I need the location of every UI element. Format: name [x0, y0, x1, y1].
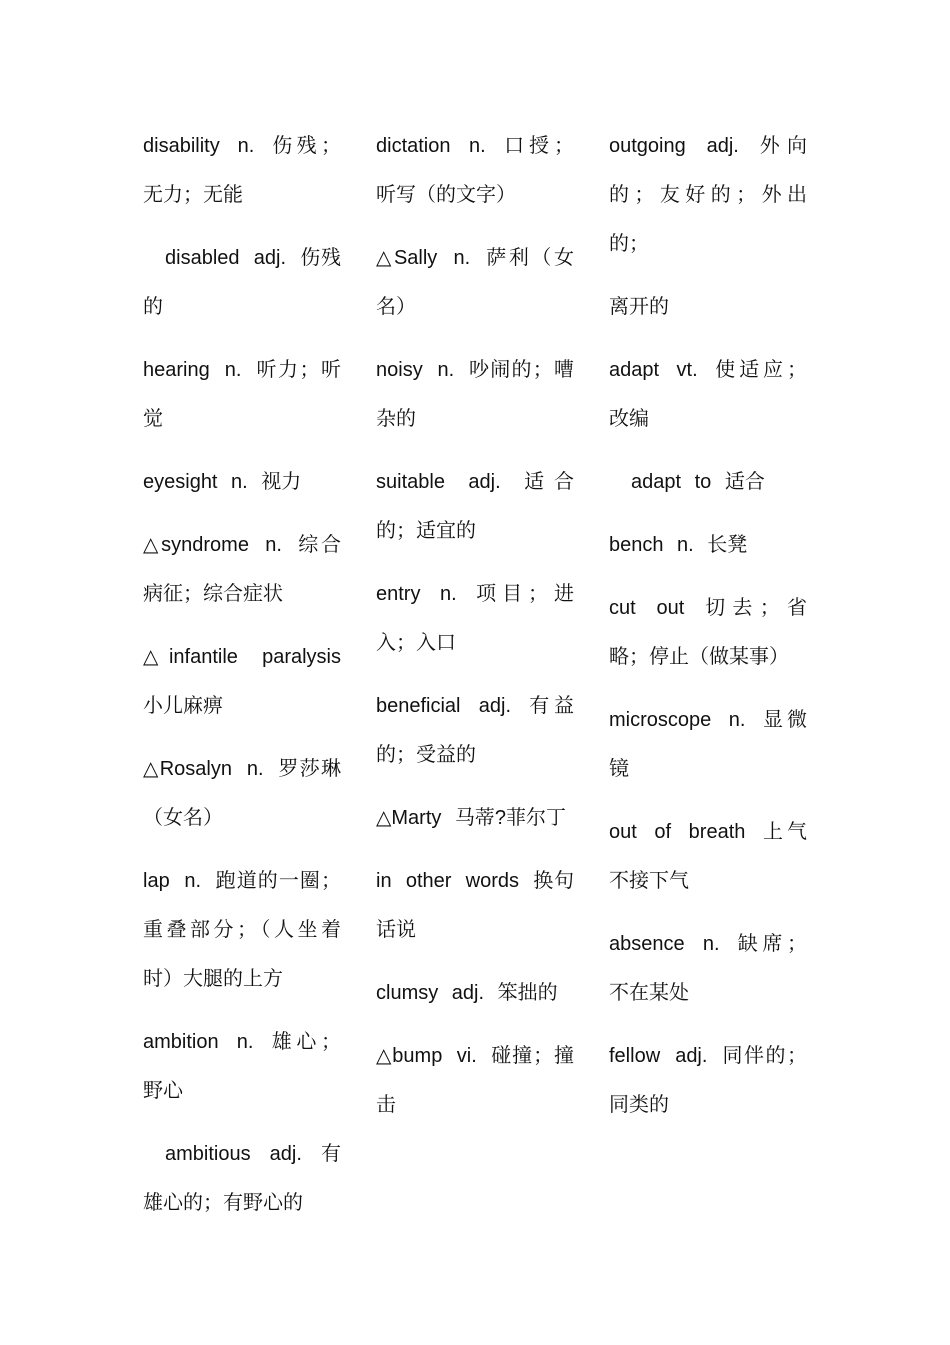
- entry-bump: △bump vi. 碰撞；撞击: [376, 1045, 574, 1116]
- entry-outgoing-continued: 离开的: [609, 296, 669, 318]
- entry-adapt: adapt vt. 使适应；改编: [609, 359, 807, 430]
- entry-in-other-words: in other words 换句话说: [376, 870, 574, 941]
- entry-bench: bench n. 长凳: [609, 534, 748, 556]
- entry-outgoing: outgoing adj. 外向的；友好的；外出的；: [609, 135, 807, 255]
- entry-syndrome: △syndrome n. 综合病征；综合症状: [143, 534, 341, 605]
- entry-out-of-breath: out of breath 上气不接下气: [609, 821, 807, 892]
- entry-suitable: suitable adj. 适合的；适宜的: [376, 471, 574, 542]
- entry-ambition: ambition n. 雄心；野心: [143, 1031, 341, 1102]
- entry-disabled: disabled adj. 伤残的: [143, 247, 341, 318]
- entry-sally: △Sally n. 萨利（女名）: [376, 247, 574, 318]
- vocabulary-column-2: [376, 122, 574, 1144]
- entry-microscope: microscope n. 显微镜: [609, 709, 807, 780]
- vocabulary-column-3: [609, 122, 807, 1144]
- entry-entry: entry n. 项目；进入；入口: [376, 583, 574, 654]
- entry-rosalyn: △Rosalyn n. 罗莎琳（女名）: [143, 758, 341, 829]
- entry-lap: lap n. 跑道的一圈；重叠部分；（人坐着时）大腿的上方: [143, 870, 341, 990]
- entry-infantile-paralysis: △infantile paralysis 小儿麻痹: [143, 646, 341, 717]
- entry-marty: △Marty 马蒂?菲尔丁: [376, 807, 567, 829]
- entry-eyesight: eyesight n. 视力: [143, 471, 302, 493]
- entry-noisy: noisy n. 吵闹的；嘈杂的: [376, 359, 574, 430]
- entry-hearing: hearing n. 听力；听觉: [143, 359, 341, 430]
- entry-adapt-to: adapt to 适合: [631, 471, 765, 493]
- entry-clumsy: clumsy adj. 笨拙的: [376, 982, 558, 1004]
- entry-disability: disability n. 伤残；无力；无能: [143, 135, 341, 206]
- entry-dictation: dictation n. 口授；听写（的文字）: [376, 135, 574, 206]
- vocabulary-column-1: [143, 122, 341, 1242]
- entry-ambitious: ambitious adj. 有雄心的；有野心的: [143, 1143, 341, 1214]
- entry-beneficial: beneficial adj. 有益的；受益的: [376, 695, 574, 766]
- entry-fellow: fellow adj. 同伴的；同类的: [609, 1045, 807, 1116]
- entry-absence: absence n. 缺席；不在某处: [609, 933, 807, 1004]
- entry-cut-out: cut out 切去；省略；停止（做某事）: [609, 597, 807, 668]
